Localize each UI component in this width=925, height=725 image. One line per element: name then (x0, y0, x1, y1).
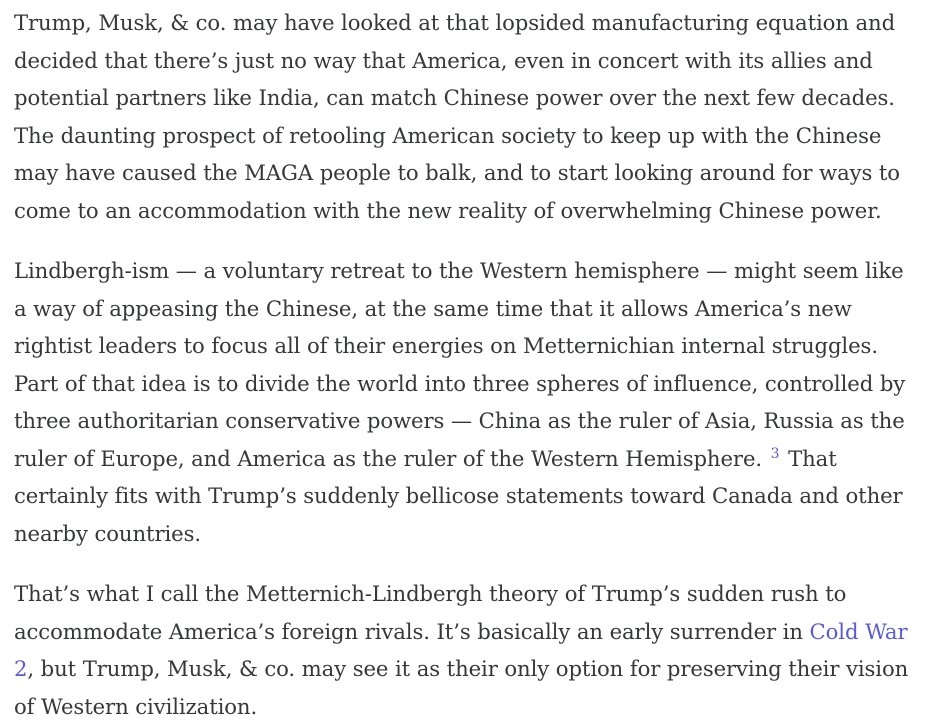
paragraph-text: That certainly fits with Trump’s suddenly bellicose statements toward Canada and other nearby countries. (14, 445, 903, 546)
paragraph-text: Lindbergh-ism — a voluntary retreat to the Western hemisphere — might seem like a way of appeasing the Chinese, at the same time that it allows America’s new rightist leaders to focus all of their energies on Metternichian internal struggles. Part of that idea is to divide the world into three spheres of influence, controlled by three authoritarian conservative powers — China as the ruler of Asia, Russia as the ruler of Europe, and America as the ruler of the Western Hemisphere. (14, 258, 906, 471)
paragraph-manufacturing: Trump, Musk, & co. may have looked at that lopsided manufacturing equation and decided that there’s just no way that America, even in concert with its allies and potential partners like India, can match Chinese power over the next few decades. The daunting prospect of retooling American society to keep up with the Chinese may have caused the MAGA people to balk, and to start looking around for ways to come to an accommodation with the new reality of overwhelming Chinese power. (14, 10, 900, 223)
paragraph-text: , but Trump, Musk, & co. may see it as their only option for preserving their vision of Western civilization. (14, 656, 909, 719)
paragraph-text: That’s what I call the Metternich-Lindbergh theory of Trump’s sudden rush to accommodate America’s foreign rivals. It’s basically an early surrender in (14, 581, 847, 644)
cold-war-2-link[interactable]: Cold War 2 (14, 618, 908, 681)
footnote-3-link[interactable]: 3 (770, 445, 780, 462)
paragraph-metternich-lindbergh (14, 575, 911, 725)
paragraph-lindbergh-ism (14, 252, 911, 552)
